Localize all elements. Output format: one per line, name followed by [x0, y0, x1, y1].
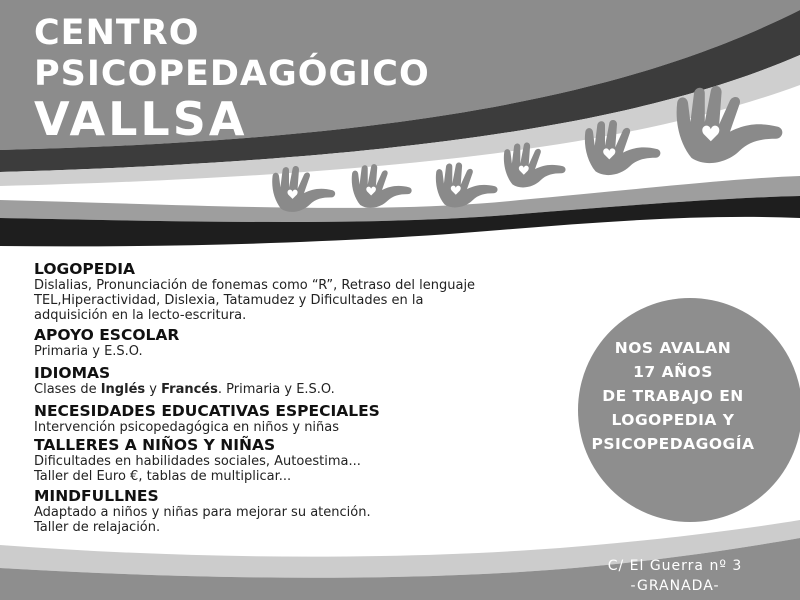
badge-line: LOGOPEDIA Y	[611, 411, 735, 429]
service-title: APOYO ESCOLAR	[34, 326, 180, 344]
idiomas-text: Clases de	[34, 382, 101, 397]
badge-line: PSICOPEDAGOGÍA	[591, 435, 755, 453]
idiomas-text: y	[145, 382, 162, 397]
hand-with-heart-icon	[500, 142, 570, 192]
hand-with-heart-icon	[268, 166, 340, 216]
service-description: Taller de relajación.	[34, 520, 161, 535]
service-description: Dislalias, Pronunciación de fonemas como “R”, Retraso del lenguaje	[34, 278, 476, 293]
hands-decoration	[260, 80, 800, 220]
title-line-2: PSICOPEDAGÓGICO	[34, 54, 430, 94]
service-title: MINDFULLNES	[34, 487, 159, 505]
hand-with-heart-icon	[670, 86, 790, 170]
service-title: IDIOMAS	[34, 364, 111, 382]
idiomas-text: . Primaria y E.S.O.	[217, 382, 335, 397]
service-description: Taller del Euro €, tablas de multiplicar...	[34, 469, 292, 484]
service-description: Adaptado a niños y niñas para mejorar su atención.	[34, 505, 371, 520]
service-logopedia	[34, 260, 734, 323]
badge-line: NOS AVALAN	[614, 339, 732, 357]
badge-line: DE TRABAJO EN	[602, 387, 744, 405]
title-line-3: VALLSA	[34, 92, 248, 146]
idiomas-frances: Francés	[161, 382, 218, 397]
badge-line: 17 AÑOS	[633, 363, 713, 381]
idiomas-ingles: Inglés	[100, 382, 146, 397]
service-description: adquisición en la lecto-escritura.	[34, 308, 247, 323]
address-street: C/ El Guerra nº 3	[607, 558, 743, 574]
address-block	[560, 556, 790, 596]
hand-with-heart-icon	[348, 164, 416, 212]
hand-with-heart-icon	[432, 162, 502, 212]
service-description: TEL,Hiperactividad, Dislexia, Tatamudez y Dificultades en la	[34, 293, 424, 308]
address-city: -GRANADA-	[630, 578, 720, 594]
service-title: LOGOPEDIA	[34, 260, 135, 278]
service-mindfullnes	[34, 487, 734, 535]
experience-badge	[548, 336, 798, 486]
hand-with-heart-icon	[580, 120, 666, 180]
service-description: Dificultades en habilidades sociales, Autoestima...	[34, 454, 361, 469]
title-line-1: CENTRO	[34, 13, 200, 53]
service-title: TALLERES A NIÑOS Y NIÑAS	[34, 436, 276, 454]
service-title: NECESIDADES EDUCATIVAS ESPECIALES	[34, 402, 380, 420]
service-description: Intervención psicopedagógica en niños y niñas	[34, 420, 340, 435]
service-description: Primaria y E.S.O.	[34, 344, 143, 359]
